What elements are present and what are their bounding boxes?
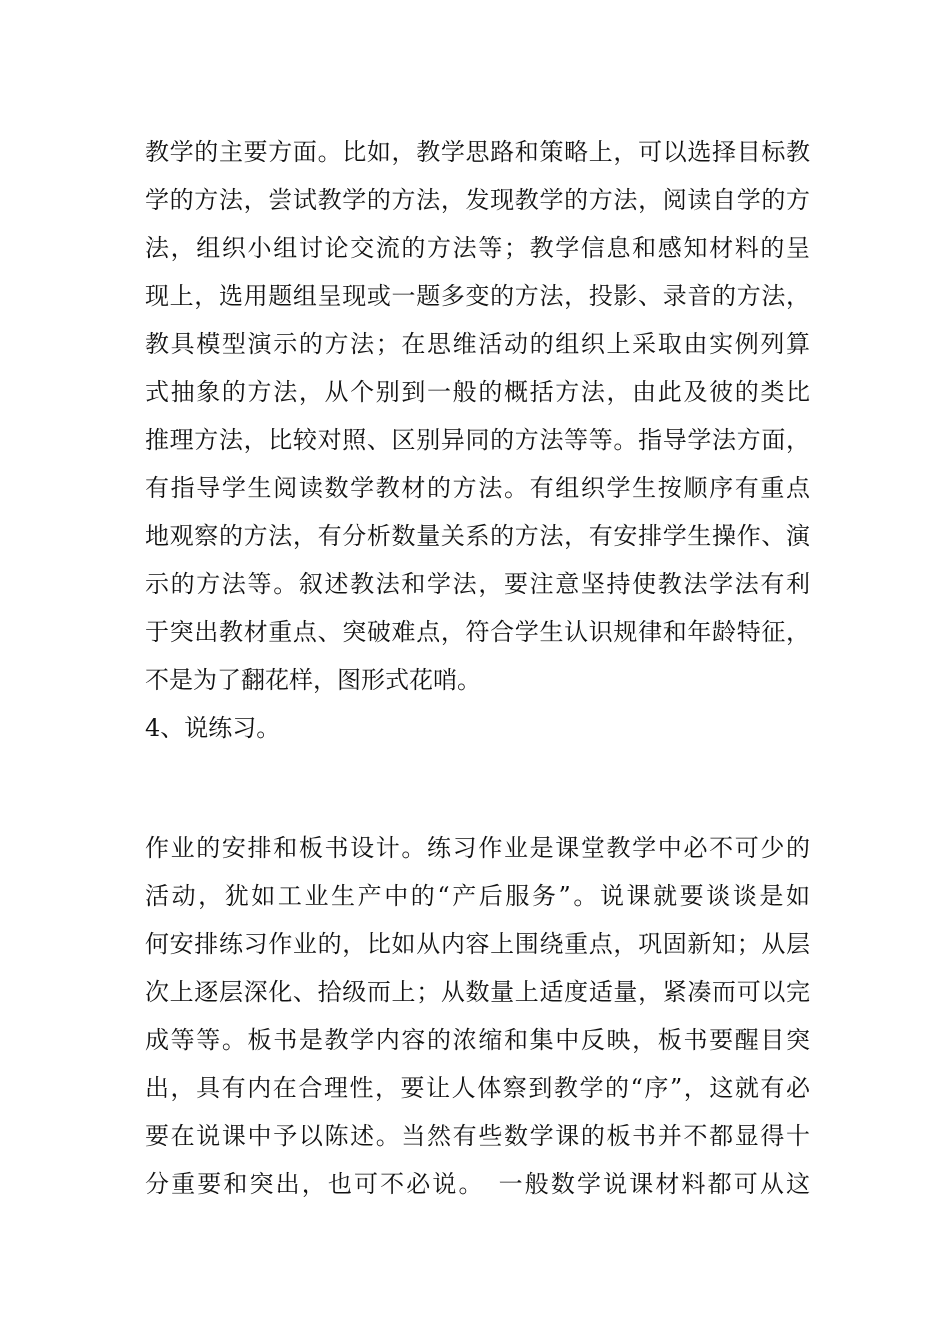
paragraph-line: 学的方法，尝试教学的方法，发现教学的方法，阅读自学的方 bbox=[145, 186, 810, 214]
paragraph-line: 法，组织小组讨论交流的方法等；教学信息和感知材料的呈 bbox=[145, 234, 810, 262]
paragraph-line: 于突出教材重点、突破难点，符合学生认识规律和年龄特征， bbox=[145, 618, 810, 646]
paragraph-line: 现上，选用题组呈现或一题多变的方法，投影、录音的方法， bbox=[145, 282, 810, 310]
paragraph-line: 作业的安排和板书设计。练习作业是课堂教学中必不可少的 bbox=[145, 834, 810, 862]
paragraph-line: 示的方法等。叙述教法和学法，要注意坚持使教法学法有利 bbox=[145, 570, 810, 598]
paragraph-line: 教具模型演示的方法；在思维活动的组织上采取由实例列算 bbox=[145, 330, 810, 358]
section-heading: 4、说练习。 bbox=[145, 714, 281, 742]
paragraph-line: 活动，犹如工业生产中的“产后服务”。说课就要谈谈是如 bbox=[145, 882, 810, 910]
paragraph-line: 要在说课中予以陈述。当然有些数学课的板书并不都显得十 bbox=[145, 1122, 810, 1150]
paragraph-line: 式抽象的方法，从个别到一般的概括方法，由此及彼的类比 bbox=[145, 378, 810, 406]
paragraph-line: 推理方法，比较对照、区别异同的方法等等。指导学法方面， bbox=[145, 426, 810, 454]
paragraph-line: 不是为了翻花样，图形式花哨。 bbox=[145, 666, 481, 694]
paragraph-line: 分重要和突出，也可不必说。 一般数学说课材料都可从这 bbox=[145, 1170, 810, 1198]
paragraph-line: 有指导学生阅读数学教材的方法。有组织学生按顺序有重点 bbox=[145, 474, 810, 502]
paragraph-line: 次上逐层深化、拾级而上；从数量上适度适量，紧凑而可以完 bbox=[145, 978, 810, 1006]
paragraph-line: 成等等。板书是教学内容的浓缩和集中反映，板书要醒目突 bbox=[145, 1026, 810, 1054]
paragraph-line: 出，具有内在合理性，要让人体察到教学的“序”，这就有必 bbox=[145, 1074, 810, 1102]
paragraph-line: 地观察的方法，有分析数量关系的方法，有安排学生操作、演 bbox=[145, 522, 810, 550]
paragraph-line: 何安排练习作业的，比如从内容上围绕重点，巩固新知；从层 bbox=[145, 930, 810, 958]
paragraph-line: 教学的主要方面。比如，教学思路和策略上，可以选择目标教 bbox=[145, 138, 810, 166]
